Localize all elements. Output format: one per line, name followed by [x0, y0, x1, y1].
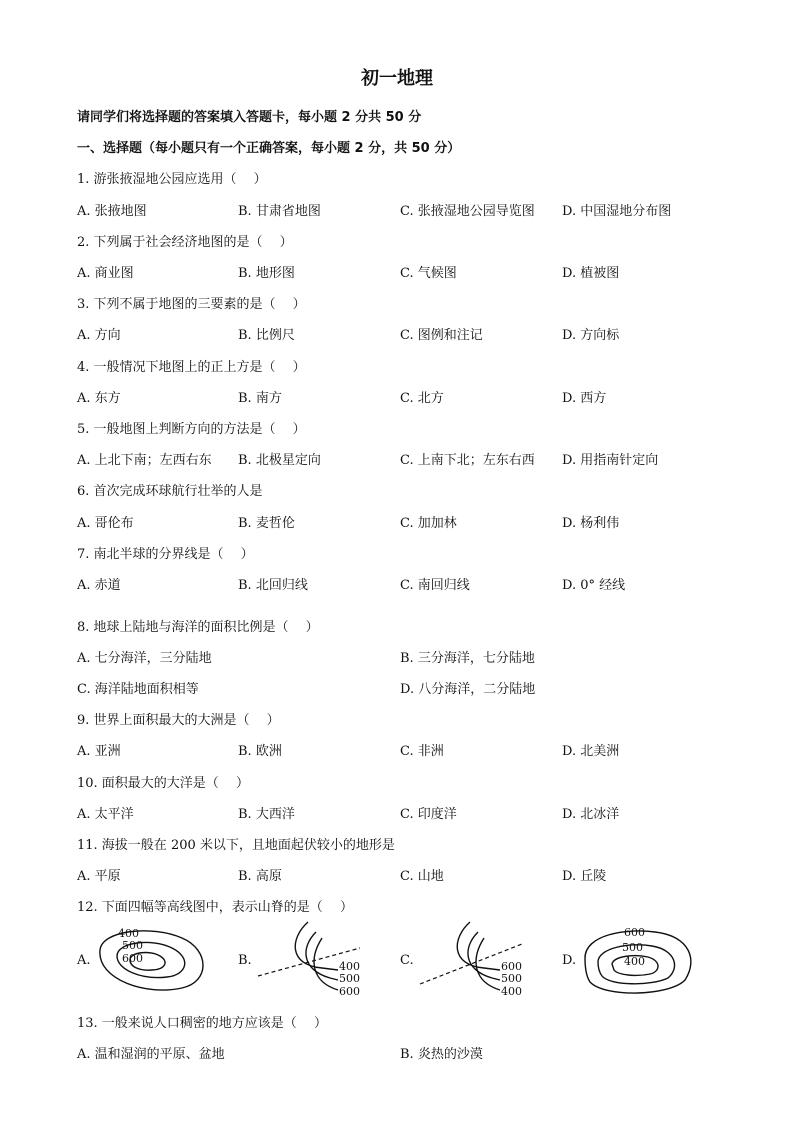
- question-8-option-d[interactable]: D. 八分海洋，二分陆地: [400, 682, 536, 697]
- contour-d-label-2: 500: [622, 941, 643, 954]
- contour-c-label-2: 500: [501, 972, 522, 985]
- question-7-option-d[interactable]: D. 0° 经线: [562, 578, 626, 593]
- question-13-option-b[interactable]: B. 炎热的沙漠: [400, 1047, 483, 1062]
- question-1-option-a[interactable]: A. 张掖地图: [77, 204, 147, 219]
- contour-diagram-c: [412, 920, 532, 1004]
- question-1-option-c[interactable]: C. 张掖湿地公园导览图: [400, 204, 535, 219]
- question-4-option-b[interactable]: B. 南方: [238, 391, 282, 406]
- question-2-stem: 2. 下列属于社会经济地图的是（ ）: [77, 235, 293, 250]
- question-7-stem: 7. 南北半球的分界线是（ ）: [77, 547, 254, 562]
- question-2-option-c[interactable]: C. 气候图: [400, 266, 457, 281]
- contour-d-label-1: 600: [624, 926, 645, 939]
- contour-b-label-1: 400: [339, 960, 360, 973]
- question-12-option-b[interactable]: B.: [238, 953, 252, 968]
- question-10-option-a[interactable]: A. 太平洋: [77, 807, 134, 822]
- question-4-option-c[interactable]: C. 北方: [400, 391, 444, 406]
- question-3-option-a[interactable]: A. 方向: [77, 328, 121, 343]
- contour-c-label-1: 600: [501, 960, 522, 973]
- question-3-stem: 3. 下列不属于地图的三要素的是（ ）: [77, 297, 306, 312]
- question-11-option-b[interactable]: B. 高原: [238, 869, 282, 884]
- question-8-option-b[interactable]: B. 三分海洋，七分陆地: [400, 651, 535, 666]
- question-3-option-d[interactable]: D. 方向标: [562, 328, 620, 343]
- question-11-option-d[interactable]: D. 丘陵: [562, 869, 607, 884]
- section-heading: 一、选择题（每小题只有一个正确答案，每小题 2 分，共 50 分）: [77, 141, 461, 156]
- question-10-option-b[interactable]: B. 大西洋: [238, 807, 295, 822]
- contour-a-label-2: 500: [122, 939, 143, 952]
- question-7-option-a[interactable]: A. 赤道: [77, 578, 121, 593]
- question-4-stem: 4. 一般情况下地图上的正上方是（ ）: [77, 360, 306, 375]
- contour-diagram-d: [580, 920, 700, 1004]
- question-12-stem: 12. 下面四幅等高线图中，表示山脊的是（ ）: [77, 900, 353, 915]
- question-2-option-a[interactable]: A. 商业图: [77, 266, 134, 281]
- contour-c-label-3: 400: [501, 985, 522, 998]
- question-8-option-a[interactable]: A. 七分海洋，三分陆地: [77, 651, 212, 666]
- question-5-option-d[interactable]: D. 用指南针定向: [562, 453, 659, 468]
- contour-a-label-3: 600: [122, 952, 143, 965]
- question-12-option-c[interactable]: C.: [400, 953, 414, 968]
- question-6-option-c[interactable]: C. 加加林: [400, 516, 457, 531]
- question-3-option-b[interactable]: B. 比例尺: [238, 328, 295, 343]
- question-2-option-b[interactable]: B. 地形图: [238, 266, 295, 281]
- question-10-option-c[interactable]: C. 印度洋: [400, 807, 457, 822]
- question-9-option-c[interactable]: C. 非洲: [400, 744, 444, 759]
- contour-b-label-2: 500: [339, 972, 360, 985]
- question-6-option-d[interactable]: D. 杨利伟: [562, 516, 620, 531]
- question-13-stem: 13. 一般来说人口稠密的地方应该是（ ）: [77, 1016, 327, 1031]
- question-6-option-a[interactable]: A. 哥伦布: [77, 516, 134, 531]
- question-9-option-a[interactable]: A. 亚洲: [77, 744, 121, 759]
- question-13-option-a[interactable]: A. 温和湿润的平原、盆地: [77, 1047, 225, 1062]
- question-6-stem: 6. 首次完成环球航行壮举的人是: [77, 484, 263, 499]
- instruction: 请同学们将选择题的答案填入答题卡，每小题 2 分共 50 分: [77, 110, 422, 125]
- question-7-option-c[interactable]: C. 南回归线: [400, 578, 470, 593]
- question-9-option-b[interactable]: B. 欧洲: [238, 744, 282, 759]
- contour-d-label-3: 400: [624, 955, 645, 968]
- question-9-stem: 9. 世界上面积最大的大洲是（ ）: [77, 713, 280, 728]
- contour-diagram-b: [250, 920, 370, 1004]
- question-5-option-a[interactable]: A. 上北下南；左西右东: [77, 453, 212, 468]
- question-8-stem: 8. 地球上陆地与海洋的面积比例是（ ）: [77, 620, 319, 635]
- contour-diagram-a: [92, 920, 212, 1004]
- contour-a-label-1: 400: [118, 927, 139, 940]
- question-10-option-d[interactable]: D. 北冰洋: [562, 807, 620, 822]
- question-1-option-d[interactable]: D. 中国湿地分布图: [562, 204, 672, 219]
- question-10-stem: 10. 面积最大的大洋是（ ）: [77, 776, 249, 791]
- question-5-option-b[interactable]: B. 北极星定向: [238, 453, 321, 468]
- question-11-option-a[interactable]: A. 平原: [77, 869, 121, 884]
- question-6-option-b[interactable]: B. 麦哲伦: [238, 516, 295, 531]
- page-title: 初一地理: [361, 68, 433, 89]
- question-3-option-c[interactable]: C. 图例和注记: [400, 328, 483, 343]
- question-4-option-a[interactable]: A. 东方: [77, 391, 121, 406]
- contour-b-label-3: 600: [339, 985, 360, 998]
- question-8-option-c[interactable]: C. 海洋陆地面积相等: [77, 682, 199, 697]
- question-12-option-a[interactable]: A.: [77, 953, 91, 968]
- question-5-stem: 5. 一般地图上判断方向的方法是（ ）: [77, 422, 306, 437]
- question-5-option-c[interactable]: C. 上南下北；左东右西: [400, 453, 535, 468]
- question-2-option-d[interactable]: D. 植被图: [562, 266, 620, 281]
- question-1-option-b[interactable]: B. 甘肃省地图: [238, 204, 321, 219]
- question-7-option-b[interactable]: B. 北回归线: [238, 578, 308, 593]
- question-9-option-d[interactable]: D. 北美洲: [562, 744, 620, 759]
- question-1-stem: 1. 游张掖湿地公园应选用（ ）: [77, 172, 267, 187]
- question-4-option-d[interactable]: D. 西方: [562, 391, 607, 406]
- question-11-option-c[interactable]: C. 山地: [400, 869, 444, 884]
- question-12-option-d[interactable]: D.: [562, 953, 577, 968]
- question-11-stem: 11. 海拔一般在 200 米以下，且地面起伏较小的地形是: [77, 838, 395, 853]
